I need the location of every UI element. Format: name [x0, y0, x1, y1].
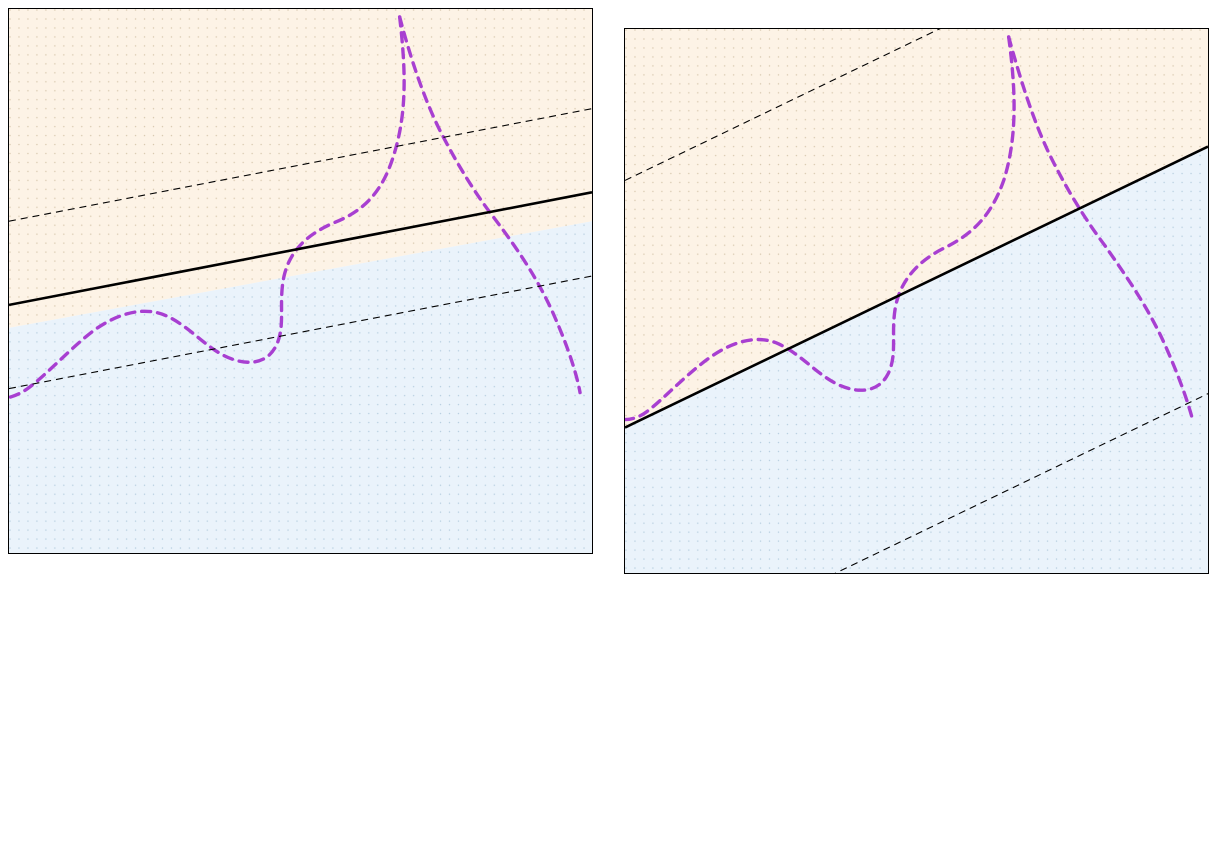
scatter-plot-top: [9, 9, 592, 553]
scatter-plot-bottom: [625, 29, 1208, 573]
chart-panel-bottom: [624, 28, 1209, 574]
chart-panel-top: [8, 8, 593, 554]
